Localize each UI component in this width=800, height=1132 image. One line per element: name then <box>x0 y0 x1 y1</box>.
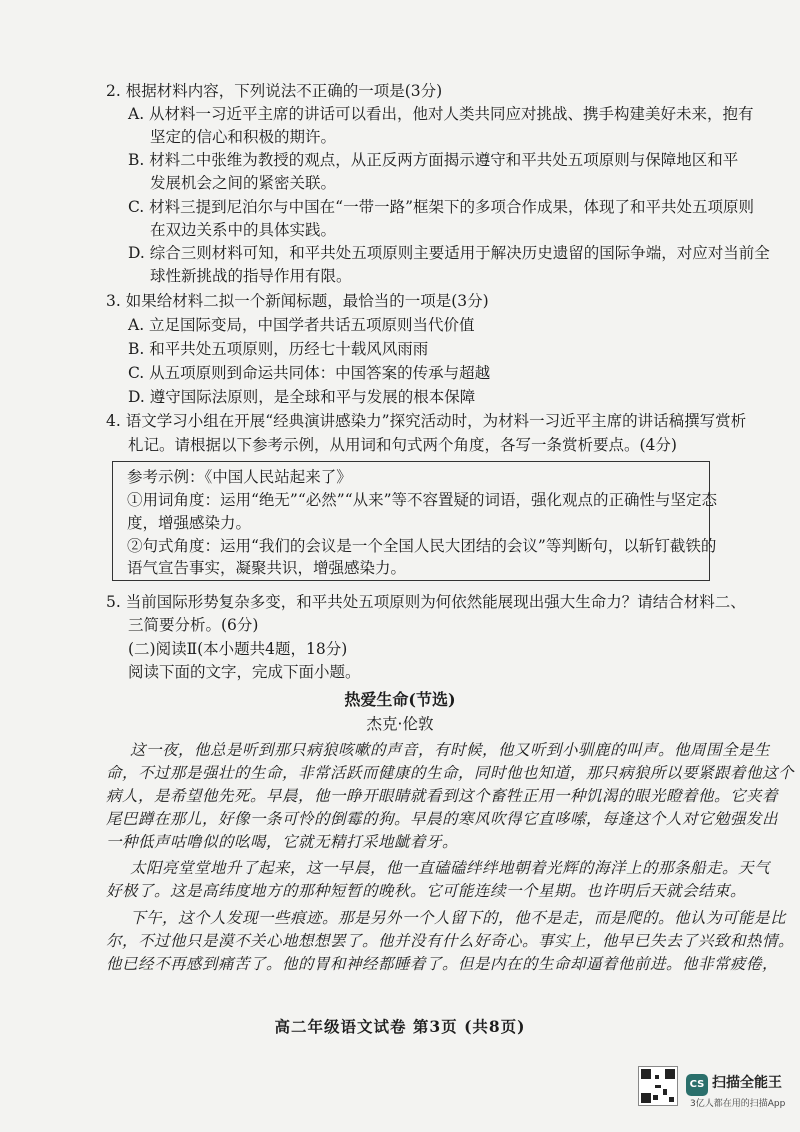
reference-example-box <box>112 461 718 581</box>
para1-line5: 一种低声咕噜似的吆喝，它就无精打采地龇着牙。 <box>106 833 459 851</box>
para3-line3: 他已经不再感到痛苦了。他的胃和神经都睡着了。但是内在的生命却逼着他前进。他非常疲倦， <box>106 955 779 973</box>
article-author: 杰克·伦敦 <box>366 715 434 733</box>
camscanner-logo-icon: CS <box>686 1074 708 1096</box>
q2-stem: 2. 根据材料内容，下列说法不正确的一项是(3分) <box>106 82 443 100</box>
example-word-angle-line2: 度，增强感染力。 <box>127 514 252 532</box>
q4-stem-line1: 4. 语文学习小组在开展“经典演讲感染力”探究活动时，为材料一习近平主席的讲话稿撰写赏析 <box>106 412 747 430</box>
q5-stem-line2: 三简要分析。(6分) <box>128 616 259 634</box>
q2-option-a-line1: A. 从材料一习近平主席的讲话可以看出，他对人类共同应对挑战、携手构建美好未来，抱有 <box>128 105 754 123</box>
q4-stem-line2: 札记。请根据以下参考示例，从用词和句式两个角度，各写一条赏析要点。(4分) <box>128 436 677 454</box>
q3-option-c: C. 从五项原则到命运共同体：中国答案的传承与超越 <box>128 364 491 382</box>
reading2-instruction: 阅读下面的文字，完成下面小题。 <box>128 663 361 681</box>
camscanner-tagline: 3亿人都在用的扫描App <box>690 1099 786 1109</box>
q2-option-b-line1: B. 材料二中张维为教授的观点，从正反两方面揭示遵守和平共处五项原则与保障地区和平 <box>128 151 739 169</box>
qr-code-icon <box>638 1066 678 1106</box>
example-title: 参考示例：《中国人民站起来了》 <box>127 468 352 486</box>
q3-option-b: B. 和平共处五项原则，历经七十载风风雨雨 <box>128 340 429 358</box>
q2-option-c-line2: 在双边关系中的具体实践。 <box>150 221 337 239</box>
para1-line1: 这一夜，他总是听到那只病狼咳嗽的声音，有时候，他又听到小驯鹿的叫声。他周围全是生 <box>130 741 771 759</box>
q2-option-a-line2: 坚定的信心和积极的期许。 <box>150 128 337 146</box>
para3-line2: 尔，不过他只是漠不关心地想想罢了。他并没有什么好奇心。事实上，他早已失去了兴致和热情。 <box>106 932 795 950</box>
q3-stem: 3. 如果给材料二拟一个新闻标题，最恰当的一项是(3分) <box>106 292 489 310</box>
example-sentence-angle-line1: ②句式角度：运用“我们的会议是一个全国人民大团结的会议”等判断句，以斩钉截铁的 <box>127 537 717 555</box>
page-footer: 高二年级语文试卷 第3页 (共8页) <box>274 1017 526 1036</box>
q2-option-d-line2: 球性新挑战的指导作用有限。 <box>150 267 352 285</box>
para3-line1: 下午，这个人发现一些痕迹。那是另外一个人留下的，他不是走，而是爬的。他认为可能是比 <box>130 909 787 927</box>
q3-option-a: A. 立足国际变局，中国学者共话五项原则当代价值 <box>128 316 475 334</box>
q5-stem-line1: 5. 当前国际形势复杂多变，和平共处五项原则为何依然能展现出强大生命力？请结合材料二、 <box>106 593 746 611</box>
example-word-angle-line1: ①用词角度：运用“绝无”“必然”“从来”等不容置疑的词语，强化观点的正确性与坚定态 <box>127 491 718 509</box>
q2-option-c-line1: C. 材料三提到尼泊尔与中国在“一带一路”框架下的多项合作成果，体现了和平共处五项原则 <box>128 198 755 216</box>
q2-option-d-line1: D. 综合三则材料可知，和平共处五项原则主要适用于解决历史遗留的国际争端，对应对当前全 <box>128 244 770 262</box>
camscanner-name: 扫描全能王 <box>712 1075 782 1091</box>
example-sentence-angle-line2: 语气宣告事实，凝聚共识，增强感染力。 <box>127 559 407 577</box>
para1-line4: 尾巴蹲在那儿，好像一条可怜的倒霉的狗。早晨的寒风吹得它直哆嗦，每逢这个人对它勉强发出 <box>106 810 779 828</box>
q2-option-b-line2: 发展机会之间的紧密关联。 <box>150 174 337 192</box>
article-title: 热爱生命(节选) <box>344 690 456 709</box>
q3-option-d: D. 遵守国际法原则，是全球和平与发展的根本保障 <box>128 388 476 406</box>
para1-line3: 病人，是希望他先死。早晨，他一睁开眼睛就看到这个畜牲正用一种饥渴的眼光瞪着他。它夹着 <box>106 787 779 805</box>
para2-line2: 好极了。这是高纬度地方的那种短暂的晚秋。它可能连续一个星期。也许明后天就会结束。 <box>106 882 747 900</box>
para2-line1: 太阳亮堂堂地升了起来，这一早晨，他一直磕磕绊绊地朝着光辉的海洋上的那条船走。天气 <box>130 859 771 877</box>
para1-line2: 命，不过那是强壮的生命，非常活跃而健康的生命，同时他也知道，那只病狼所以要紧跟着他这个 <box>106 764 795 782</box>
reading2-heading: (二)阅读Ⅱ(本小题共4题，18分) <box>128 640 348 658</box>
